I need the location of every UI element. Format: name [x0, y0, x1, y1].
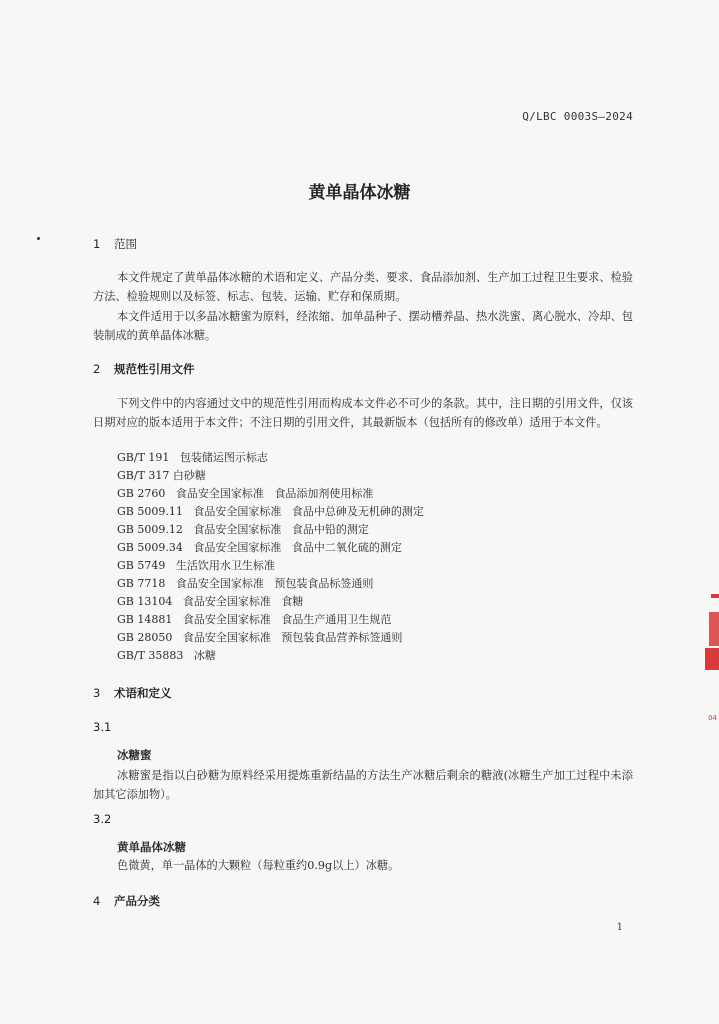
seal-fragment	[705, 648, 719, 670]
term-3-1-number: 3.1	[93, 720, 112, 734]
page-number: 1	[616, 922, 623, 933]
references-intro-paragraph: 下列文件中的内容通过文中的规范性引用而构成本文件必不可少的条款。其中，注日期的引用文件，仅该日期对应的版本适用于本文件；不注日期的引用文件，其最新版本（包括所有的修改单）适用于本文件。	[93, 397, 633, 429]
reference-item: GB 5749 生活饮用水卫生标准	[117, 559, 275, 572]
scan-speck	[37, 237, 40, 240]
section-title: 术语和定义	[114, 686, 172, 700]
section-number: 2	[93, 362, 101, 376]
reference-item: GB/T 317 白砂糖	[117, 469, 206, 482]
reference-item: GB 5009.11 食品安全国家标准 食品中总砷及无机砷的测定	[117, 505, 424, 518]
section-4-heading	[93, 893, 160, 909]
section-number: 3	[93, 686, 101, 700]
section-title: 范围	[114, 237, 137, 251]
section-title: 产品分类	[114, 894, 160, 908]
reference-item: GB 13104 食品安全国家标准 食糖	[117, 595, 304, 608]
seal-fragment	[711, 594, 719, 598]
reference-item: GB 14881 食品安全国家标准 食品生产通用卫生规范	[117, 613, 392, 626]
scope-paragraph-1: 本文件规定了黄单晶体冰糖的术语和定义、产品分类、要求、食品添加剂、生产加工过程卫生要求、检验方法、检验规则以及标签、标志、包装、运输、贮存和保质期。	[93, 271, 633, 303]
term-3-2-name: 黄单晶体冰糖	[117, 840, 186, 854]
term-3-1-name: 冰糖蜜	[117, 748, 152, 762]
term-3-2-definition: 色微黄，单一晶体的大颗粒（每粒重约0.9g以上）冰糖。	[117, 859, 400, 872]
term-3-1-definition: 冰糖蜜是指以白砂糖为原料经采用提炼重新结晶的方法生产冰糖后剩余的糖液(冰糖生产加工过程中未添加其它添加物）。	[93, 769, 633, 801]
section-3-heading	[93, 685, 172, 701]
seal-edge-text: 04	[708, 714, 717, 722]
reference-item: GB 2760 食品安全国家标准 食品添加剂使用标准	[117, 487, 374, 500]
section-2-heading	[93, 361, 195, 377]
section-number: 4	[93, 894, 101, 908]
reference-item: GB 28050 食品安全国家标准 预包装食品营养标签通则	[117, 631, 403, 644]
reference-item: GB 5009.12 食品安全国家标准 食品中铅的测定	[117, 523, 369, 536]
standard-code: Q/LBC 0003S—2024	[522, 110, 633, 123]
seal-fragment	[709, 612, 719, 646]
section-1-heading	[93, 236, 137, 252]
reference-list	[117, 449, 424, 665]
reference-item: GB 5009.34 食品安全国家标准 食品中二氧化硫的测定	[117, 541, 402, 554]
section-number: 1	[93, 237, 101, 251]
scope-paragraph-2: 本文件适用于以多晶冰糖蜜为原料，经浓缩、加单晶种子、摆动槽养晶、热水洗蜜、离心脱水、冷却、包装制成的黄单晶体冰糖。	[93, 310, 633, 342]
reference-item: GB/T 191 包装储运图示标志	[117, 451, 268, 464]
document-title: 黄单晶体冰糖	[308, 183, 411, 203]
reference-item: GB/T 35883 冰糖	[117, 649, 216, 662]
term-3-2-number: 3.2	[93, 812, 112, 826]
section-title: 规范性引用文件	[114, 362, 195, 376]
reference-item: GB 7718 食品安全国家标准 预包装食品标签通则	[117, 577, 374, 590]
